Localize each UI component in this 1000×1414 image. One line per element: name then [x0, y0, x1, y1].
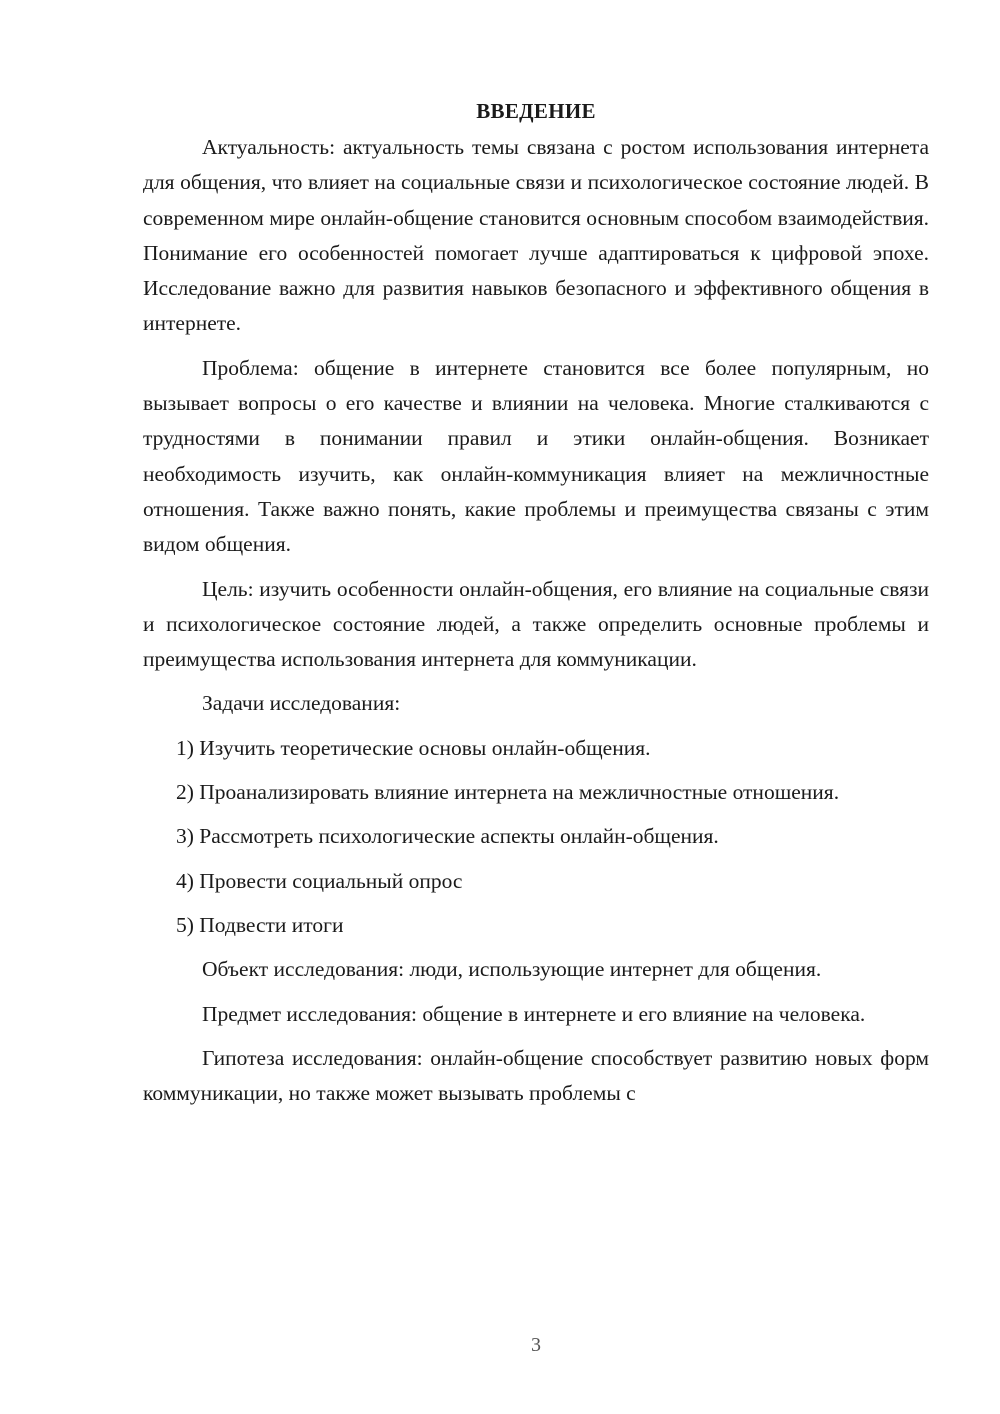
task-item-3: 3) Рассмотреть психологические аспекты онлайн-общения. [176, 824, 719, 849]
page-title: ВВЕДЕНИЕ [476, 99, 596, 123]
paragraph-goal: Цель: изучить особенности онлайн-общения, его влияние на социальные связи и психологическое состояние людей, а также определить основные проблемы и преимущества использования интернета для коммуникации. [143, 576, 929, 672]
page-content [143, 95, 929, 1111]
task-item-2: 2) Проанализировать влияние интернета на межличностные отношения. [176, 780, 840, 805]
page-number: 3 [531, 1334, 541, 1356]
paragraph-problem: Проблема: общение в интернете становится все более популярным, но вызывает вопросы о его качестве и влиянии на человека. Многие сталкиваются с трудностями в понимании правил и этики онлайн-общения. Возникает необходимость изучить, как онлайн-коммуникация влияет на межличностные отношения. Также важно понять, какие проблемы и преимущества связаны с этим видом общения. [143, 355, 929, 557]
paragraph-subject: Предмет исследования: общение в интернете и его влияние на человека. [202, 1001, 866, 1026]
task-item-4: 4) Провести социальный опрос [176, 868, 463, 893]
task-item-5: 5) Подвести итоги [176, 912, 344, 937]
paragraph-tasks-heading: Задачи исследования: [202, 691, 401, 716]
paragraph-relevance: Актуальность: актуальность темы связана с ростом использования интернета для общения, что влияет на социальные связи и психологическое состояние людей. В современном мире онлайн-общение становится основным способом взаимодействия. Понимание его особенностей помогает лучше адаптироваться к цифровой эпохе. Исследование важно для развития навыков безопасного и эффективного общения в интернете. [143, 135, 929, 336]
task-item-1: 1) Изучить теоретические основы онлайн-общения. [176, 735, 651, 760]
paragraph-hypothesis: Гипотеза исследования: онлайн-общение способствует развитию новых форм коммуникации, но также может вызывать проблемы с [143, 1045, 929, 1106]
paragraph-object: Объект исследования: люди, использующие интернет для общения. [202, 957, 822, 982]
